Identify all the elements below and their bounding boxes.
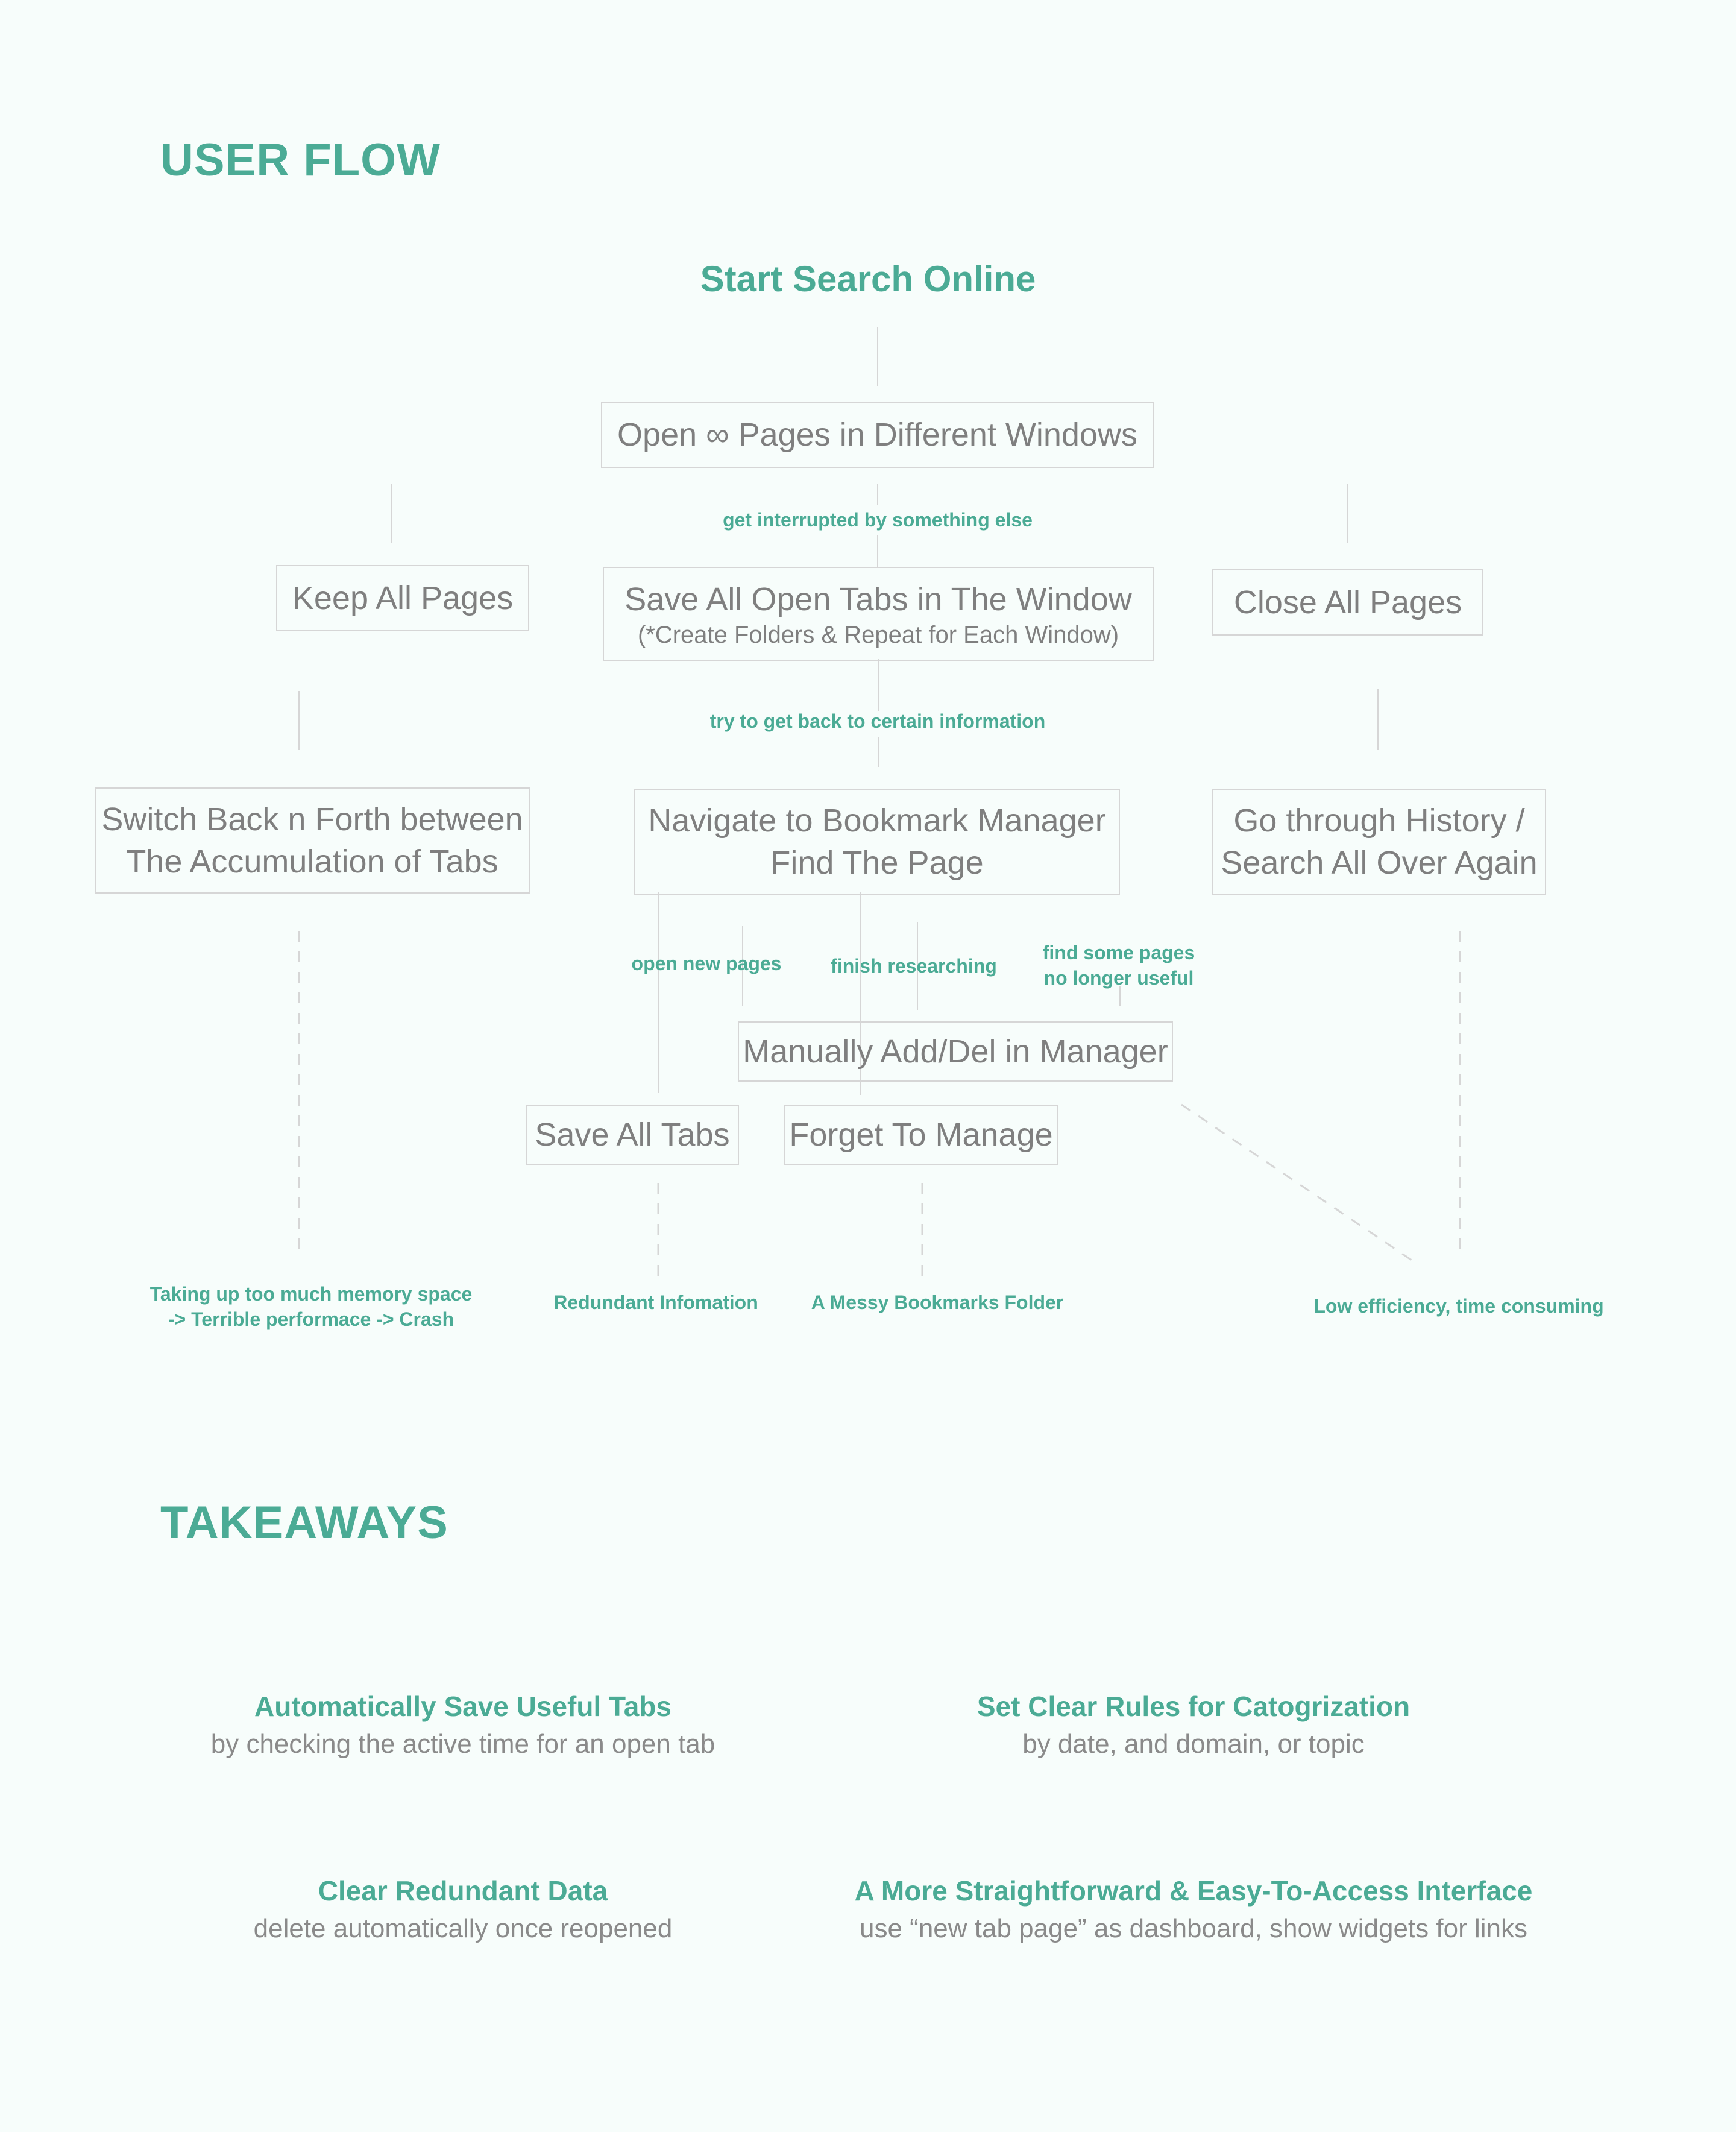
label-find-pages-line1: find some pages [1042,942,1195,964]
open-pages-box [601,402,1154,468]
save-all-open-tabs-box [603,567,1154,661]
manual-add-del-box [738,1021,1173,1082]
open-pages-text: Open ∞ Pages in Different Windows [617,416,1137,453]
takeaway-interface-desc: use “new tab page” as dashboard, show widgets for links [860,1914,1527,1944]
user-flow-heading: USER FLOW [160,134,441,186]
start-search-online: Start Search Online [700,259,1036,299]
forget-to-manage-box [784,1105,1058,1165]
history-search-line2: Search All Over Again [1221,845,1538,881]
outcome-messy: A Messy Bookmarks Folder [811,1292,1064,1313]
takeaway-clear-rules [802,1687,1585,1763]
forget-to-manage-text: Forget To Manage [789,1116,1053,1153]
navigate-bookmark-line1: Navigate to Bookmark Manager [648,802,1106,839]
label-find-pages [1022,941,1215,991]
label-open-new-pages: open new pages [631,953,782,974]
history-search-line1: Go through History / [1233,802,1525,839]
takeaway-clear-redundant [71,1872,855,1948]
label-finish-researching: finish researching [831,955,997,977]
label-interrupted: get interrupted by something else [723,509,1033,531]
switch-tabs-line1: Switch Back n Forth between [101,801,523,837]
takeaways-heading: TAKEAWAYS [160,1497,448,1548]
navigate-bookmark-box [634,789,1120,895]
navigate-bookmark-line2: Find The Page [770,845,984,881]
keep-all-pages-text: Keep All Pages [292,579,514,616]
takeaway-auto-save [71,1687,855,1763]
save-all-tabs-box [526,1105,739,1165]
save-all-tabs-text: Save All Tabs [535,1116,730,1153]
switch-tabs-box [95,787,530,894]
manual-add-del-text: Manually Add/Del in Manager [743,1033,1168,1070]
switch-tabs-line2: The Accumulation of Tabs [126,844,498,880]
save-all-open-tabs-text: Save All Open Tabs in The Window [624,581,1132,617]
takeaway-clear-redundant-desc: delete automatically once reopened [253,1914,673,1944]
label-find-pages-line2: no longer useful [1043,967,1194,989]
takeaway-auto-save-title: Automatically Save Useful Tabs [254,1691,671,1722]
dash-manual-outcome [1181,1105,1412,1260]
outcome-redundant: Redundant Infomation [553,1292,758,1313]
takeaway-clear-rules-desc: by date, and domain, or topic [1022,1729,1365,1759]
label-try-back: try to get back to certain information [709,710,1046,732]
outcome-memory-line2: -> Terrible performace -> Crash [168,1308,454,1330]
takeaway-auto-save-desc: by checking the active time for an open tab [210,1729,715,1759]
takeaway-interface [802,1872,1585,1948]
takeaway-interface-title: A More Straightforward & Easy-To-Access Interface [854,1875,1533,1906]
outcome-low-efficiency: Low efficiency, time consuming [1313,1295,1604,1317]
takeaway-clear-redundant-title: Clear Redundant Data [318,1875,608,1906]
close-all-pages-box [1212,569,1483,636]
history-search-box [1212,789,1546,895]
save-all-open-tabs-note: (*Create Folders & Repeat for Each Window) [637,622,1119,649]
outcome-memory-line1: Taking up too much memory space [149,1283,473,1305]
keep-all-pages-box [276,565,529,631]
close-all-pages-text: Close All Pages [1233,584,1462,620]
outcome-memory [130,1282,492,1332]
takeaway-clear-rules-title: Set Clear Rules for Catogrization [976,1691,1410,1722]
